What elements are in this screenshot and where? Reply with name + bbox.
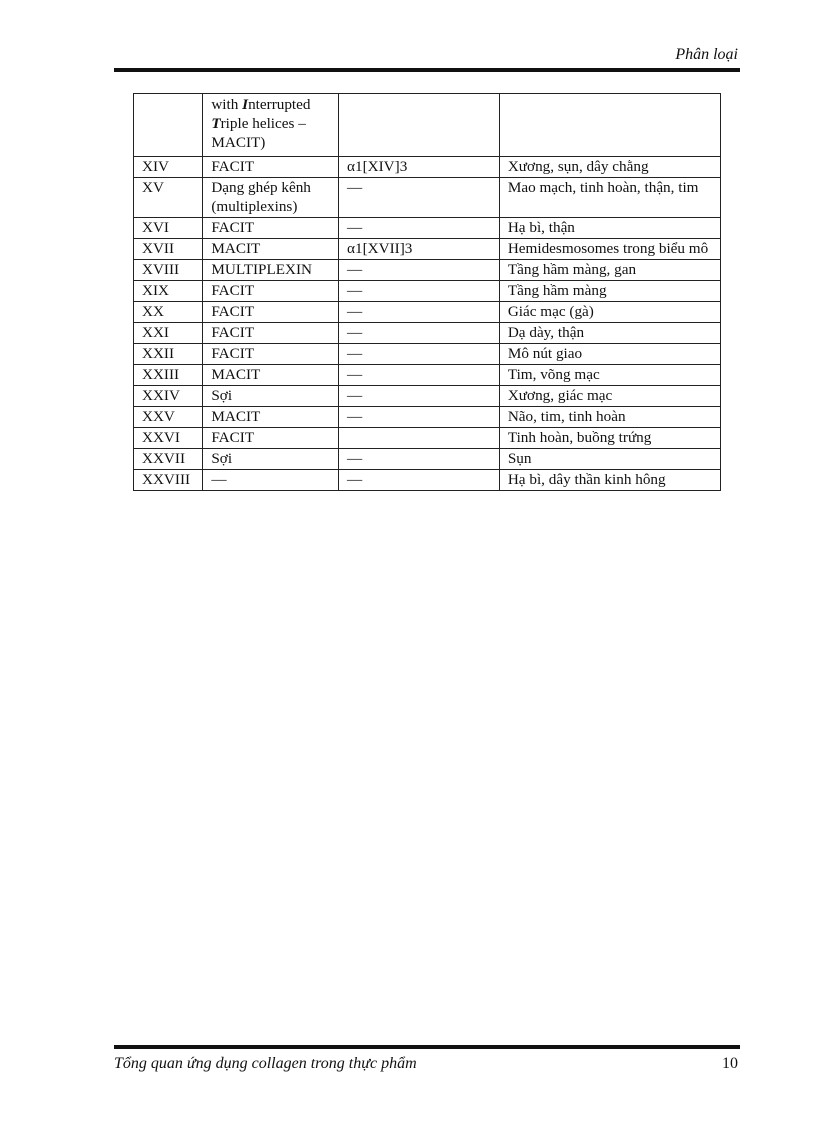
table-cell-chain: —: [339, 365, 500, 386]
table-cell-type: XIX: [134, 281, 203, 302]
cell-text: nterrupted: [248, 96, 311, 113]
table-cell-class: MACIT: [203, 365, 339, 386]
table-cell-chain: [339, 94, 500, 157]
table-cell-tissue: Mô nút giao: [499, 344, 720, 365]
table-row: [134, 344, 721, 365]
table-cell-class: MULTIPLEXIN: [203, 260, 339, 281]
table-cell-chain: —: [339, 386, 500, 407]
table-cell-tissue: Giác mạc (gà): [499, 302, 720, 323]
table-row: [134, 407, 721, 428]
cell-emphasis: T: [211, 115, 221, 132]
table-cell-class: Dạng ghép kênh (multiplexins): [203, 178, 339, 218]
table-row: [134, 157, 721, 178]
table-cell-chain: —: [339, 323, 500, 344]
table-cell-chain: —: [339, 470, 500, 491]
table-row: [134, 386, 721, 407]
table-row: [134, 178, 721, 218]
table-cell-type: XV: [134, 178, 203, 218]
table-row: [134, 449, 721, 470]
table-row: [134, 281, 721, 302]
table-cell-type: XXI: [134, 323, 203, 344]
table-cell-tissue: Hemidesmosomes trong biểu mô: [499, 239, 720, 260]
table-cell-tissue: Tinh hoàn, buồng trứng: [499, 428, 720, 449]
table-cell-type: XIV: [134, 157, 203, 178]
table-cell-class: FACIT: [203, 281, 339, 302]
table-cell-tissue: Hạ bì, thận: [499, 218, 720, 239]
table-cell-tissue: Sụn: [499, 449, 720, 470]
table-cell-chain: α1[XVII]3: [339, 239, 500, 260]
table-row: [134, 365, 721, 386]
table-cell-type: XXII: [134, 344, 203, 365]
table-cell-class: FACIT: [203, 218, 339, 239]
table-cell-class: Sợi: [203, 449, 339, 470]
table-cell-chain: —: [339, 344, 500, 365]
table-cell-type: XXVIII: [134, 470, 203, 491]
table-row: [134, 94, 721, 157]
table-row: [134, 218, 721, 239]
table-cell-tissue: Dạ dày, thận: [499, 323, 720, 344]
table-cell-tissue: Tim, võng mạc: [499, 365, 720, 386]
table-cell-tissue: Não, tim, tinh hoàn: [499, 407, 720, 428]
table-row: [134, 302, 721, 323]
table-row: [134, 323, 721, 344]
collagen-types-table: [133, 93, 721, 491]
table-cell-class: FACIT: [203, 428, 339, 449]
table-row: [134, 239, 721, 260]
table-row: [134, 260, 721, 281]
table-cell-chain: —: [339, 302, 500, 323]
table-cell-type: XVI: [134, 218, 203, 239]
page-number: 10: [722, 1055, 738, 1072]
table-cell-type: XXVII: [134, 449, 203, 470]
table-cell-class: Sợi: [203, 386, 339, 407]
table-cell-type: XXVI: [134, 428, 203, 449]
page-header-title: Phân loại: [675, 46, 738, 63]
table-row: [134, 428, 721, 449]
table-cell-type: XXIV: [134, 386, 203, 407]
table-cell-class: —: [203, 470, 339, 491]
cell-emphasis: I: [242, 96, 249, 113]
table-cell-type: XX: [134, 302, 203, 323]
table-cell-type: XXV: [134, 407, 203, 428]
footer-title: Tổng quan ứng dụng collagen trong thực phẩm: [114, 1055, 417, 1072]
table-cell-type: XVIII: [134, 260, 203, 281]
table-cell-tissue: Xương, giác mạc: [499, 386, 720, 407]
table-cell-tissue: Xương, sụn, dây chằng: [499, 157, 720, 178]
header-rule: [114, 68, 740, 72]
table-cell-tissue: Mao mạch, tinh hoàn, thận, tim: [499, 178, 720, 218]
table-cell-tissue: Hạ bì, dây thần kinh hông: [499, 470, 720, 491]
table-cell-type: XXIII: [134, 365, 203, 386]
table-cell-tissue: Tầng hầm màng, gan: [499, 260, 720, 281]
table-cell-class: MACIT: [203, 239, 339, 260]
table-cell-chain: —: [339, 218, 500, 239]
table-cell-chain: α1[XIV]3: [339, 157, 500, 178]
table-cell-chain: [339, 428, 500, 449]
table-cell-class: FACIT: [203, 323, 339, 344]
table-cell-chain: —: [339, 449, 500, 470]
table-cell-chain: —: [339, 178, 500, 218]
table-cell-chain: —: [339, 281, 500, 302]
table-cell-class: FACIT: [203, 302, 339, 323]
table-cell-class: [203, 94, 339, 157]
table-cell-tissue: Tầng hầm màng: [499, 281, 720, 302]
table-cell-class: FACIT: [203, 157, 339, 178]
table-cell-type: [134, 94, 203, 157]
cell-text: with: [211, 96, 243, 113]
table-cell-class: MACIT: [203, 407, 339, 428]
cell-text: riple helices – MACIT): [211, 115, 306, 151]
table-cell-type: XVII: [134, 239, 203, 260]
footer-rule: [114, 1045, 740, 1049]
table-cell-chain: —: [339, 407, 500, 428]
table-cell-chain: —: [339, 260, 500, 281]
table-cell-class: FACIT: [203, 344, 339, 365]
table-cell-tissue: [499, 94, 720, 157]
table-row: [134, 470, 721, 491]
